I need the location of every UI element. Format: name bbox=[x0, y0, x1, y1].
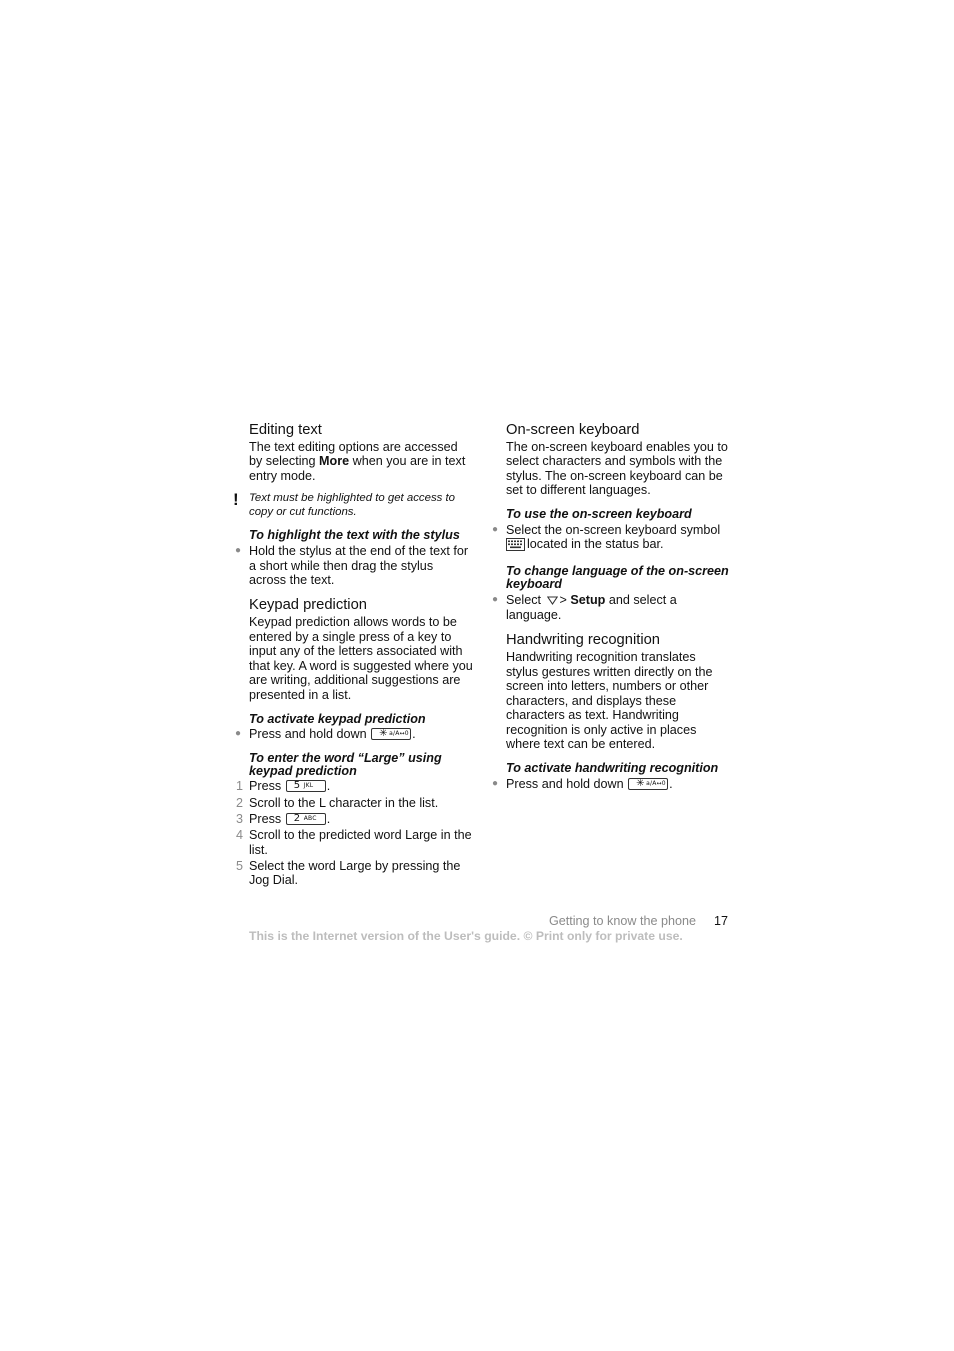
list-item: 4 Scroll to the predicted word Large in the list. bbox=[236, 828, 472, 857]
page-footer bbox=[500, 914, 728, 929]
step-number: 5 bbox=[236, 858, 244, 873]
bullet-icon: ● bbox=[235, 728, 242, 740]
instruction-heading-change-language: To change language of the on-screen keyboard bbox=[506, 564, 729, 591]
more-menu-reference: More bbox=[319, 454, 350, 469]
left-column bbox=[233, 422, 473, 890]
keyboard-icon bbox=[506, 538, 525, 555]
use-keyboard-list bbox=[492, 522, 730, 555]
section-heading-editing-text: Editing text bbox=[249, 422, 322, 438]
step-number: 1 bbox=[236, 779, 244, 794]
list-item: ● Press and hold down ✳ a/A↔0 . bbox=[492, 776, 673, 791]
section-heading-keypad-prediction: Keypad prediction bbox=[249, 597, 367, 614]
instruction-heading-highlight: To highlight the text with the stylus bbox=[249, 528, 460, 543]
highlight-list bbox=[235, 543, 473, 588]
step-number: 3 bbox=[236, 811, 244, 826]
setup-menu-reference: Setup bbox=[570, 592, 606, 607]
bullet-icon: ● bbox=[235, 544, 242, 556]
five-key-icon: 5 JKL bbox=[286, 780, 326, 792]
editing-text-part2: when you are in text entry mode. bbox=[249, 454, 466, 483]
instruction-heading-enter-large: To enter the word “Large” using keypad prediction bbox=[249, 751, 442, 778]
bullet-icon: ● bbox=[492, 523, 499, 535]
right-column bbox=[492, 422, 730, 793]
onscreen-keyboard-paragraph: The on-screen keyboard enables you to select characters and symbols with the stylus. The on-screen keyboard can be set to different languages. bbox=[506, 439, 728, 498]
list-item: 5 Select the word Large by pressing the Jog Dial. bbox=[236, 858, 461, 888]
section-heading-handwriting: Handwriting recognition bbox=[506, 632, 660, 649]
menu-triangle-icon bbox=[547, 594, 558, 609]
note-text: Text must be highlighted to get access to copy or cut functions. bbox=[249, 492, 455, 519]
footer-disclaimer: This is the Internet version of the User's guide. © Print only for private use. bbox=[249, 929, 683, 943]
list-item: ● Press and hold down ✳ a/A↔0 . bbox=[235, 727, 416, 742]
handwriting-paragraph: Handwriting recognition translates stylus gestures written directly on the screen into letters, numbers or other characters, and displays these characters as text. Handwriting recognition is only active in places where text can be entered. bbox=[506, 649, 713, 752]
instruction-heading-activate-handwriting: To activate handwriting recognition bbox=[506, 761, 719, 776]
activate-handwriting-list bbox=[492, 776, 730, 792]
enter-large-steps bbox=[236, 779, 473, 888]
page-number: 17 bbox=[713, 914, 728, 928]
list-item: 2 Scroll to the L character in the list. bbox=[236, 795, 439, 810]
list-item: 1 Press 5 JKL . bbox=[236, 779, 331, 794]
list-item: 3 Press 2 ABC . bbox=[236, 811, 331, 826]
exclamation-icon: ! bbox=[233, 490, 239, 510]
bullet-icon: ● bbox=[492, 593, 499, 605]
list-item: ● Hold the stylus at the end of the text for a short while then drag the stylus across the text. bbox=[235, 543, 469, 588]
bullet-icon: ● bbox=[492, 777, 499, 789]
two-key-icon: 2 ABC bbox=[286, 813, 326, 825]
footer-section-title: Getting to know the phone bbox=[548, 914, 696, 928]
instruction-heading-use-keyboard: To use the on-screen keyboard bbox=[506, 506, 692, 521]
keypad-prediction-paragraph: Keypad prediction allows words to be entered by a single press of a key to input any of the letters associated with that key. A word is suggested where you are writing, additional suggestions are presented in a list. bbox=[249, 614, 473, 702]
list-item: ● Select the on-screen keyboard symbol located in the status bar. bbox=[506, 523, 730, 555]
star-key-icon: ✳ a/A↔0 bbox=[628, 778, 668, 790]
editing-text-paragraph bbox=[249, 440, 473, 484]
section-heading-onscreen-keyboard: On-screen keyboard bbox=[506, 422, 640, 438]
step-number: 2 bbox=[236, 795, 244, 810]
list-item: ● Select > Setup and select a language. bbox=[492, 592, 677, 623]
instruction-heading-activate-keypad: To activate keypad prediction bbox=[249, 711, 426, 726]
note-block bbox=[233, 490, 473, 519]
change-language-list bbox=[492, 592, 730, 623]
star-key-icon: ✳ a/A↔0 bbox=[371, 728, 411, 740]
activate-keypad-list bbox=[235, 727, 473, 742]
step-number: 4 bbox=[236, 828, 244, 843]
editing-text-part1: The text editing options are accessed by selecting bbox=[249, 439, 458, 469]
